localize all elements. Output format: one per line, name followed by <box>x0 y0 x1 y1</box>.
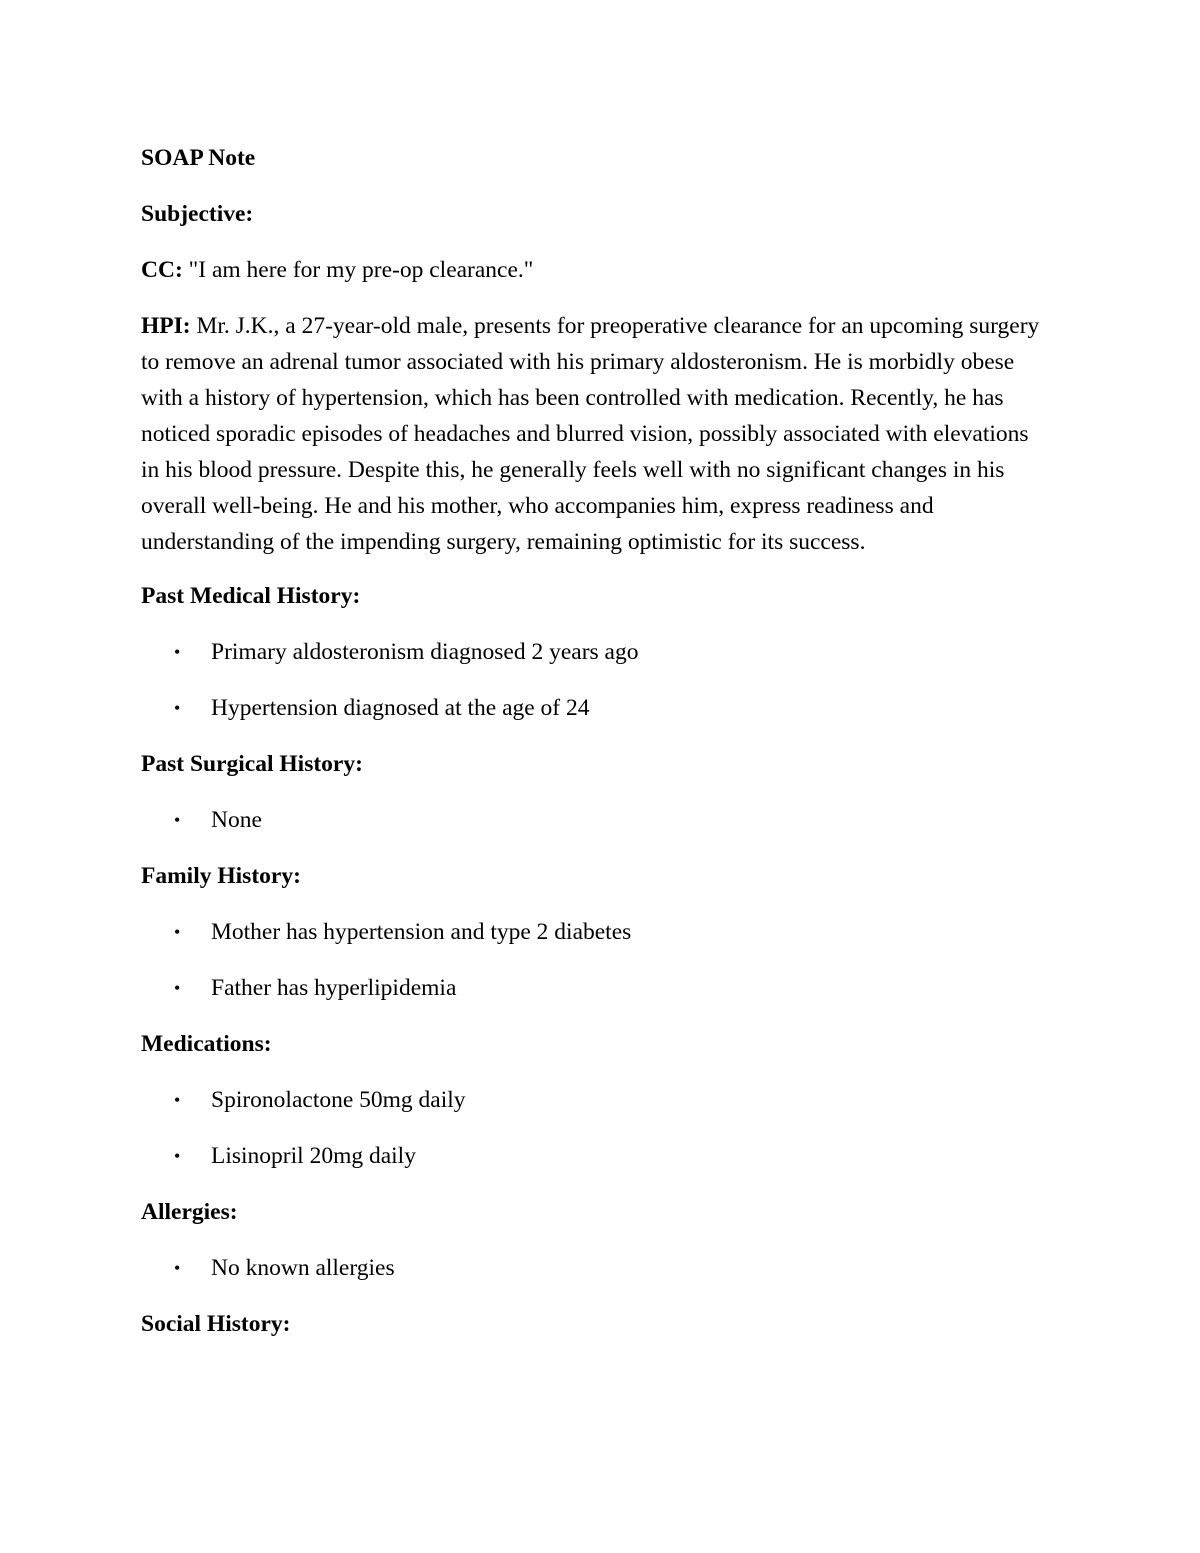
bullet-icon: • <box>174 1146 181 1166</box>
list-item <box>141 802 1041 838</box>
hpi-text: Mr. J.K., a 27-year-old male, presents for preoperative clearance for an upcoming surgery to remove an adrenal tumor associated with his primary aldosteronism. He is morbidly obese with a history of hypertension, which has been controlled with medication. Recently, he has noticed sporadic episodes of headaches and blurred vision, possibly associated with elevations in his blood pressure. Despite this, he generally feels well with no significant changes in his overall well-being. He and his mother, who accompanies him, express readiness and understanding of the impending surgery, remaining optimistic for its success. <box>141 313 1040 555</box>
social-history-heading: Social History: <box>141 1311 291 1337</box>
family-history-heading: Family History: <box>141 863 301 889</box>
past-surgical-history-list <box>141 802 1041 838</box>
bullet-icon: • <box>174 698 181 718</box>
document-content <box>141 140 1041 1362</box>
bullet-icon: • <box>174 1258 181 1278</box>
past-surgical-history-heading: Past Surgical History: <box>141 751 363 777</box>
list-item <box>141 690 1041 726</box>
allergies-heading: Allergies: <box>141 1199 238 1225</box>
list-item-text: Lisinopril 20mg daily <box>211 1143 416 1169</box>
bullet-icon: • <box>174 978 181 998</box>
bullet-icon: • <box>174 922 181 942</box>
list-item-text: No known allergies <box>211 1255 395 1281</box>
list-item <box>141 634 1041 670</box>
medications-heading: Medications: <box>141 1031 272 1057</box>
medications-list <box>141 1082 1041 1174</box>
list-item <box>141 1138 1041 1174</box>
bullet-icon: • <box>174 810 181 830</box>
past-medical-history-list <box>141 634 1041 726</box>
family-history-list <box>141 914 1041 1006</box>
list-item-text: None <box>211 807 262 833</box>
list-item-text: Hypertension diagnosed at the age of 24 <box>211 695 590 721</box>
subjective-heading: Subjective: <box>141 201 254 227</box>
list-item <box>141 970 1041 1006</box>
bullet-icon: • <box>174 1090 181 1110</box>
bullet-icon: • <box>174 642 181 662</box>
cc-text: "I am here for my pre-op clearance." <box>182 257 534 283</box>
hpi-paragraph <box>141 308 1041 560</box>
list-item <box>141 1250 1041 1286</box>
list-item-text: Primary aldosteronism diagnosed 2 years ago <box>211 639 639 665</box>
hpi-label: HPI: <box>141 313 191 339</box>
chief-complaint <box>141 252 1041 288</box>
list-item-text: Spironolactone 50mg daily <box>211 1087 466 1113</box>
allergies-list <box>141 1250 1041 1286</box>
list-item <box>141 914 1041 950</box>
cc-label: CC: <box>141 257 183 283</box>
list-item <box>141 1082 1041 1118</box>
past-medical-history-heading: Past Medical History: <box>141 583 361 609</box>
list-item-text: Mother has hypertension and type 2 diabetes <box>211 919 632 945</box>
list-item-text: Father has hyperlipidemia <box>211 975 457 1001</box>
document-title: SOAP Note <box>141 145 256 171</box>
